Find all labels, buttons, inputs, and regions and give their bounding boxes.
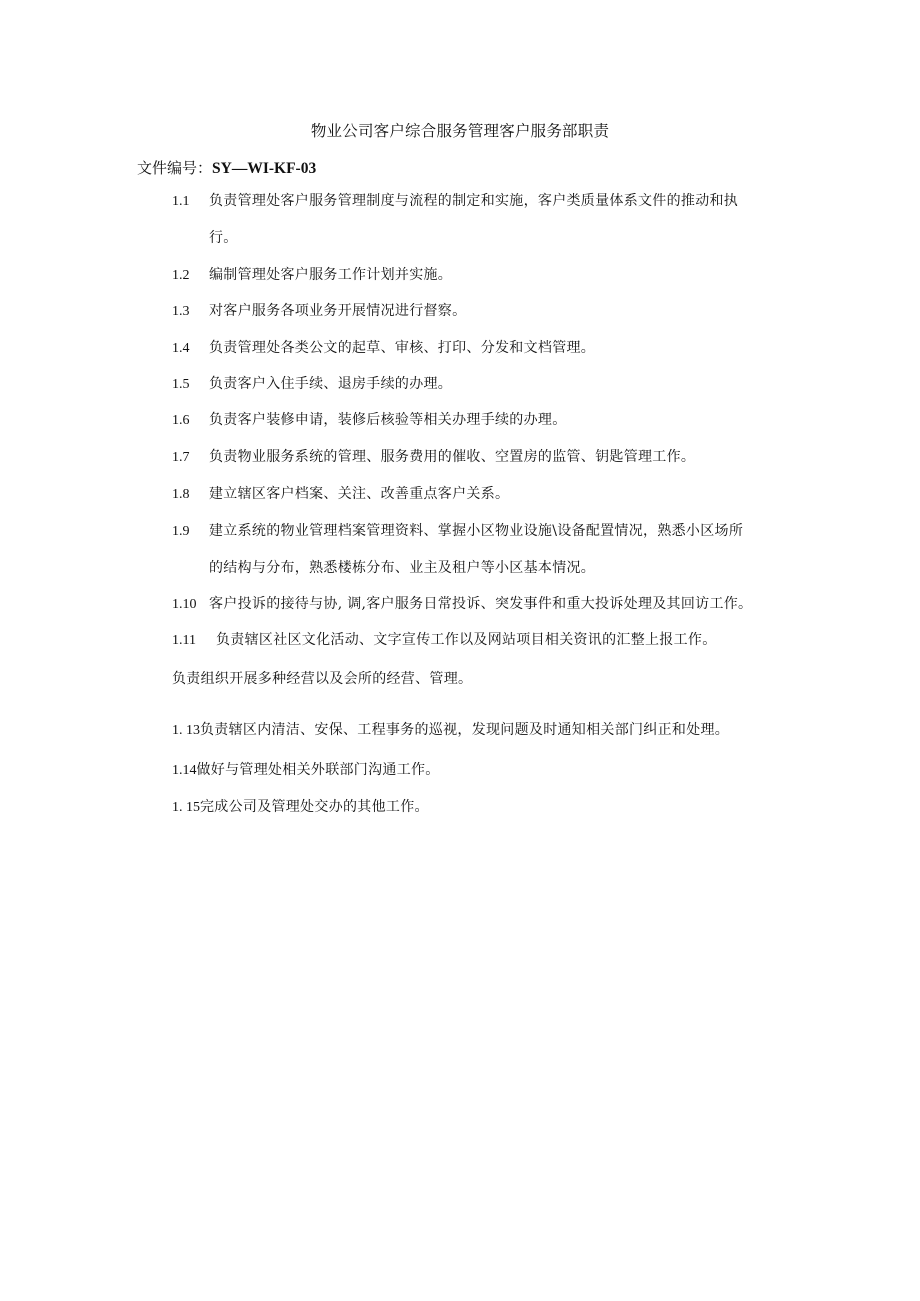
item-text: 客户投诉的接待与协, 调,客户服务日常投诉、突发事件和重大投诉处理及其回访工作。 [209,596,753,612]
item-number: 1.6 [172,413,190,428]
item-number: 1.1 [172,194,190,209]
duty-item-1-7 [172,439,792,476]
item-number: 1.3 [172,304,190,319]
item-text: 做好与管理处相关外联部门沟通工作。 [196,762,440,778]
item-number: 1.10 [172,597,197,612]
duty-plain-line: 负责组织开展多种经营以及会所的经营、管理。 [172,671,473,687]
doc-number [137,157,316,178]
item-text: 负责管理处各类公文的起草、审核、打印、分发和文档管理。 [209,340,596,356]
duty-item-1-11 [172,622,792,659]
item-number: 1.4 [172,341,190,356]
duty-item-1-8 [172,476,792,513]
item-number: 1. 15 [172,800,200,815]
duty-item-1-6 [172,402,792,439]
item-number: 1.8 [172,487,190,502]
item-text-continued: 行。 [209,230,238,246]
document-title: 物业公司客户综合服务管理客户服务部职责 [310,122,610,140]
item-text: 负责客户入住手续、退房手续的办理。 [209,376,453,392]
item-number: 1.2 [172,268,190,283]
duty-item-1-14 [172,752,792,789]
item-number: 1.7 [172,450,190,465]
duty-item-1-1 [172,183,792,257]
item-number: 1.14 [172,763,197,778]
item-text-continued: 的结构与分布，熟悉楼栋分布、业主及租户等小区基本情况。 [209,560,596,576]
item-text: 负责客户装修申请，装修后核验等相关办理手续的办理。 [209,412,567,428]
item-text: 编制管理处客户服务工作计划并实施。 [209,267,453,283]
duty-item-1-9 [172,513,792,587]
item-text: 负责辖区社区文化活动、文字宣传工作以及网站项目相关资讯的汇整上报工作。 [216,632,717,648]
item-text: 负责物业服务系统的管理、服务费用的催收、空置房的监管、钥匙管理工作。 [209,449,696,465]
item-text: 建立系统的物业管理档案管理资料、掌握小区物业设施\设备配置情况，熟悉小区场所 [209,523,744,539]
duty-item-1-10 [172,586,792,623]
duty-item-1-13 [172,712,792,749]
duty-item-1-4 [172,330,792,367]
duty-item-1-5 [172,366,792,403]
item-text: 建立辖区客户档案、关注、改善重点客户关系。 [209,486,510,502]
item-number: 1.5 [172,377,190,392]
duty-item-1-15 [172,789,792,826]
item-text: 完成公司及管理处交办的其他工作。 [200,799,429,815]
doc-number-value: SY—WI-KF-03 [212,160,317,177]
duty-item-1-2 [172,257,792,294]
duty-item-1-3 [172,293,792,330]
item-text: 负责辖区内清洁、安保、工程事务的巡视，发现问题及时通知相关部门纠正和处理。 [200,722,730,738]
item-number: 1.9 [172,524,190,539]
item-number: 1.11 [172,633,196,648]
item-text: 负责管理处客户服务管理制度与流程的制定和实施，客户类质量体系文件的推动和执 [209,193,739,209]
doc-number-label: 文件编号： [137,159,213,177]
item-number: 1. 13 [172,723,200,738]
item-text: 对客户服务各项业务开展情况进行督察。 [209,303,467,319]
